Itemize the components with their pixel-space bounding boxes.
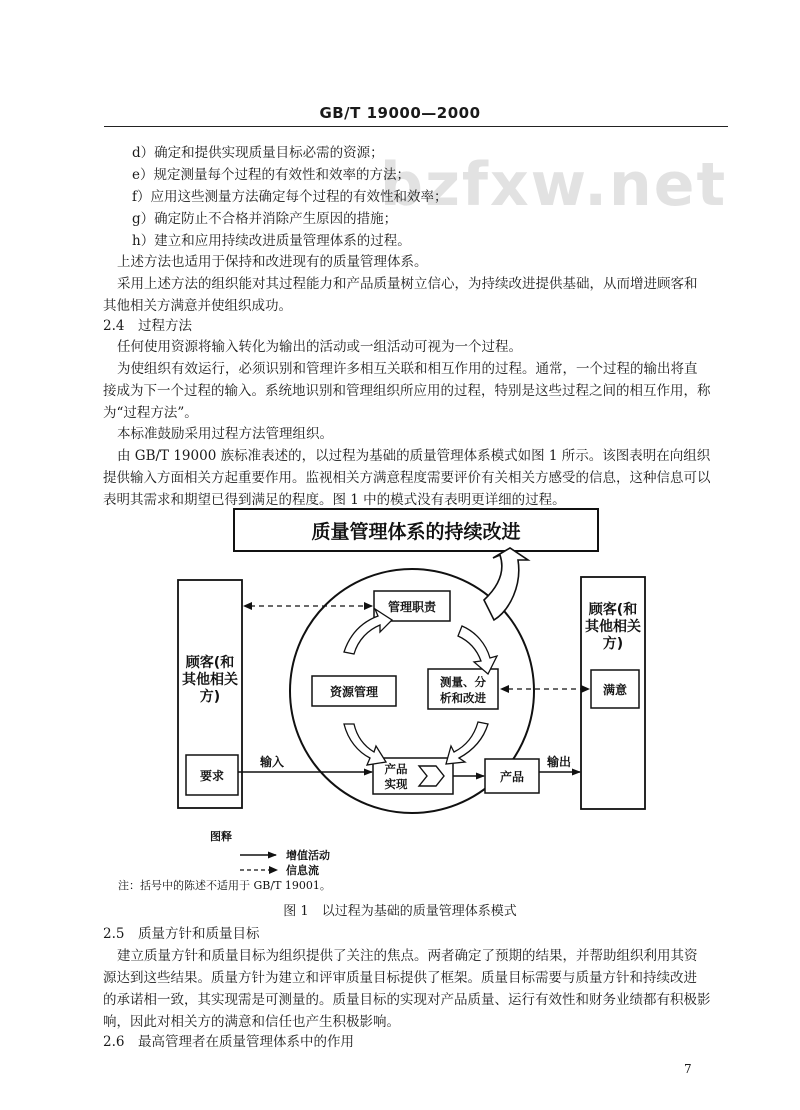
paragraph-line: 提供输入方面相关方起重要作用。监视相关方满意程度需要评价有关相关方感受的信息，这种信息可以 [103, 470, 711, 486]
section-heading: 2.6 最高管理者在质量管理体系中的作用 [103, 1034, 354, 1050]
legend-info-flow: 信息流 [286, 864, 319, 877]
cycle-arrow-1 [344, 609, 392, 654]
management-responsibility-label: 管理职责 [387, 600, 437, 614]
paragraph-line: 接成为下一个过程的输入。系统地识别和管理组织所应用的过程，特别是这些过程之间的相互作用，称 [103, 383, 711, 399]
left-customer-line3: 方) [199, 689, 221, 705]
list-item: e）规定测量每个过程的有效性和效率的方法； [132, 167, 410, 183]
measurement-line1: 测量、分 [440, 675, 486, 689]
section-heading: 2.4 过程方法 [103, 318, 192, 334]
requirements-label: 要求 [199, 769, 225, 783]
paragraph-line: 本标准鼓励采用过程方法管理组织。 [117, 426, 333, 442]
cycle-arrow-2 [458, 626, 497, 674]
paragraph-line: 为使组织有效运行，必须识别和管理许多相互关联和相互作用的过程。通常，一个过程的输出将直 [117, 361, 698, 377]
list-item: f）应用这些测量方法确定每个过程的有效性和效率； [132, 189, 448, 205]
paragraph-line: 其他相关方满意并使组织成功。 [103, 298, 292, 314]
product-label: 产品 [499, 770, 525, 784]
list-item: d）确定和提供实现质量目标必需的资源； [132, 145, 384, 161]
paragraph-line: 由 GB/T 19000 族标准表述的，以过程为基础的质量管理体系模式如图 1 所示。该图表明在向组织 [117, 448, 711, 464]
list-item: g）确定防止不合格并消除产生原因的措施； [132, 211, 398, 227]
cycle-arrow-3 [344, 724, 386, 765]
right-customer-line3: 方) [602, 636, 624, 652]
paragraph-line: 为“过程方法”。 [103, 405, 198, 421]
measurement-line2: 析和改进 [440, 691, 486, 705]
legend-title: 图释 [210, 830, 232, 843]
page-number: 7 [684, 1062, 692, 1076]
paragraph-line: 上述方法也适用于保持和改进现有的质量管理体系。 [117, 254, 428, 270]
resource-management-label: 资源管理 [329, 685, 379, 699]
figure-caption: 图 1 以过程为基础的质量管理体系模式 [283, 904, 517, 919]
paragraph-line: 采用上述方法的组织能对其过程能力和产品质量树立信心，为持续改进提供基础，从而增进顾客和 [117, 276, 698, 292]
paragraph-line: 源达到这些结果。质量方针为建立和评审质量目标提供了框架。质量目标需要与质量方针和持续改进 [103, 970, 697, 986]
cycle-arrow-4 [446, 722, 488, 764]
satisfaction-label: 满意 [602, 683, 628, 697]
product-realization-line1: 产品 [384, 762, 408, 776]
page-header: GB/T 19000—2000 [319, 104, 481, 122]
paragraph-line: 表明其需求和期望已得到满足的程度。图 1 中的模式没有表明更详细的过程。 [103, 492, 566, 508]
right-customer-line1: 顾客(和 [588, 602, 638, 618]
figure-note: 注：括号中的陈述不适用于 GB/T 19001。 [118, 879, 331, 892]
watermark: bzfxw.net [380, 150, 728, 220]
paragraph-line: 任何使用资源将输入转化为输出的活动或一组活动可视为一个过程。 [117, 339, 522, 355]
output-label: 输出 [546, 755, 572, 769]
left-customer-line1: 顾客(和 [185, 655, 235, 671]
banner-title: 质量管理体系的持续改进 [311, 521, 521, 543]
paragraph-line: 响，因此对相关方的满意和信任也产生积极影响。 [103, 1014, 400, 1030]
paragraph-line: 建立质量方针和质量目标为组织提供了关注的焦点。两者确定了预期的结果，并帮助组织利用其资 [117, 948, 698, 964]
paragraph-line: 的承诺相一致，其实现需是可测量的。质量目标的实现对产品质量、运行有效性和财务业绩都有积极影 [103, 992, 711, 1008]
input-label: 输入 [259, 755, 285, 769]
legend-value-activity: 增值活动 [286, 849, 330, 862]
improvement-arrow [484, 548, 528, 620]
list-item: h）建立和应用持续改进质量管理体系的过程。 [132, 233, 411, 249]
product-realization-line2: 实现 [384, 777, 408, 791]
section-heading: 2.5 质量方针和质量目标 [103, 926, 260, 942]
left-customer-line2: 其他相关 [182, 672, 238, 688]
right-customer-line2: 其他相关 [585, 619, 641, 635]
